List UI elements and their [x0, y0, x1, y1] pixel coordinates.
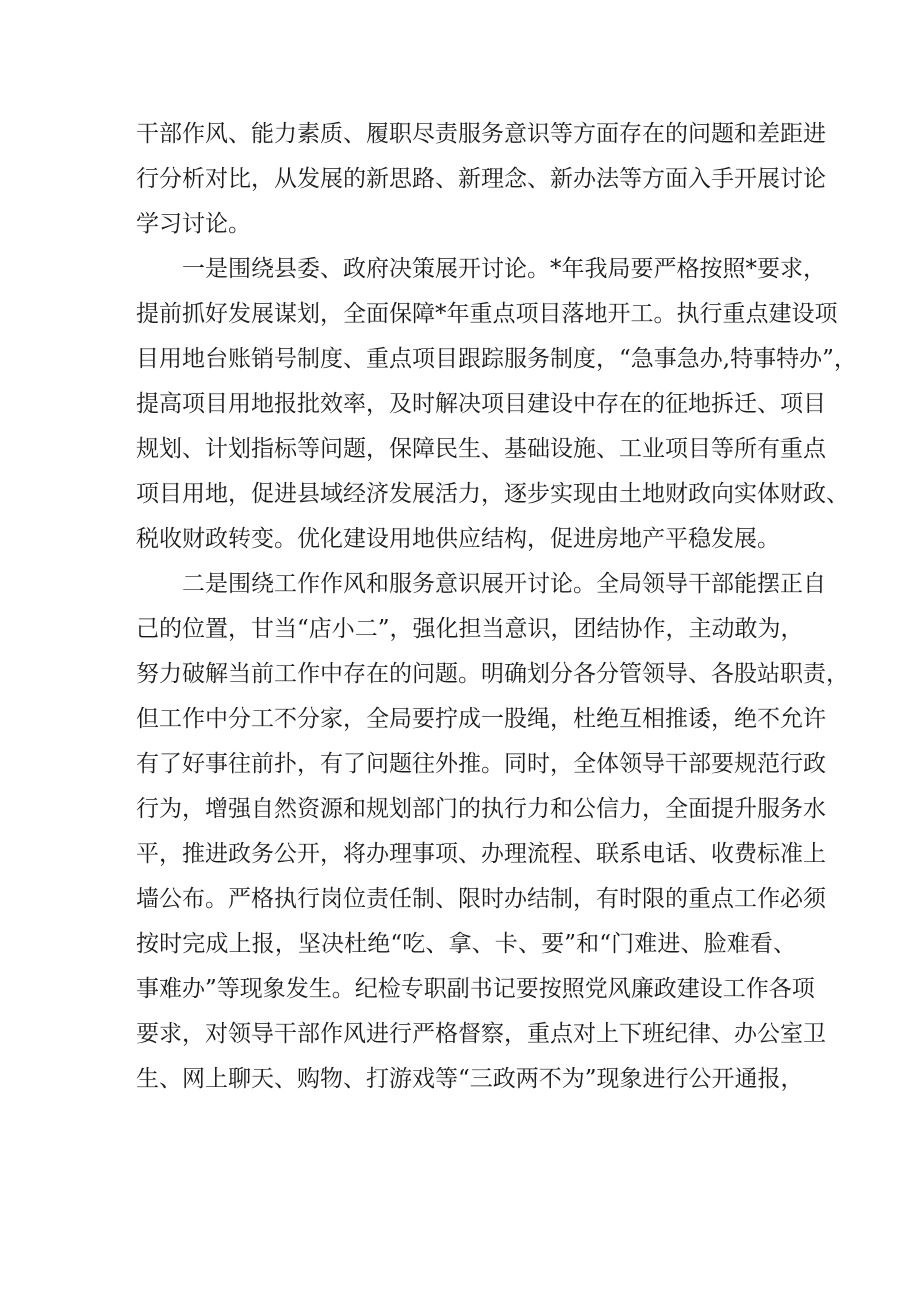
- text-line: 事难办”等现象发生。纪检专职副书记要按照党风廉政建设工作各项: [136, 976, 815, 1002]
- text-line: 但工作中分工不分家，全局要拧成一股绳，杜绝互相推诿，绝不允许: [136, 706, 826, 732]
- text-line: 规划、计划指标等问题，保障民生、基础设施、工业项目等所有重点: [136, 436, 826, 462]
- text-line: 行为，增强自然资源和规划部门的执行力和公信力，全面提升服务水: [136, 796, 826, 822]
- text-line: 有了好事往前扑，有了问题往外推。同时，全体领导干部要规范行政: [136, 751, 826, 777]
- text-line: 按时完成上报，坚决杜绝“吃、拿、卡、要”和“门难进、脸难看、: [136, 931, 796, 957]
- text-line: 项目用地，促进县域经济发展活力，逐步实现由土地财政向实体财政、: [136, 481, 849, 507]
- text-line: 己的位置，甘当“店小二”，强化担当意识，团结协作，主动敢为，: [136, 616, 804, 642]
- text-line: 提高项目用地报批效率，及时解决项目建设中存在的征地拆迁、项目: [136, 391, 826, 417]
- text-line: 要求，对领导干部作风进行严格督察，重点对上下班纪律、办公室卫: [136, 1021, 826, 1047]
- text-line: 生、网上聊天、购物、打游戏等“三政两不为”现象进行公开通报，: [136, 1066, 804, 1092]
- paragraph-2-first-line: 二是围绕工作作风和服务意识展开讨论。全局领导干部能摆正自: [182, 571, 826, 597]
- text-line: 努力破解当前工作中存在的问题。明确划分各分管领导、各股站职责，: [136, 661, 849, 687]
- text-line: 学习讨论。: [136, 211, 251, 237]
- text-line: 提前抓好发展谋划，全面保障*年重点项目落地开工。执行重点建设项: [136, 301, 838, 327]
- text-line: 干部作风、能力素质、履职尽责服务意识等方面存在的问题和差距进: [136, 121, 826, 147]
- text-line: 税收财政转变。优化建设用地供应结构，促进房地产平稳发展。: [136, 526, 780, 552]
- text-line: 行分析对比，从发展的新思路、新理念、新办法等方面入手开展讨论: [136, 166, 826, 192]
- text-line: 目用地台账销号制度、重点项目跟踪服务制度，“急事急办,特事特办”，: [136, 346, 857, 372]
- text-line: 平，推进政务公开，将办理事项、办理流程、联系电话、收费标准上: [136, 841, 826, 867]
- text-line: 墙公布。严格执行岗位责任制、限时办结制，有时限的重点工作必须: [136, 886, 826, 912]
- paragraph-1-first-line: 一是围绕县委、政府决策展开讨论。*年我局要严格按照*要求，: [182, 256, 826, 282]
